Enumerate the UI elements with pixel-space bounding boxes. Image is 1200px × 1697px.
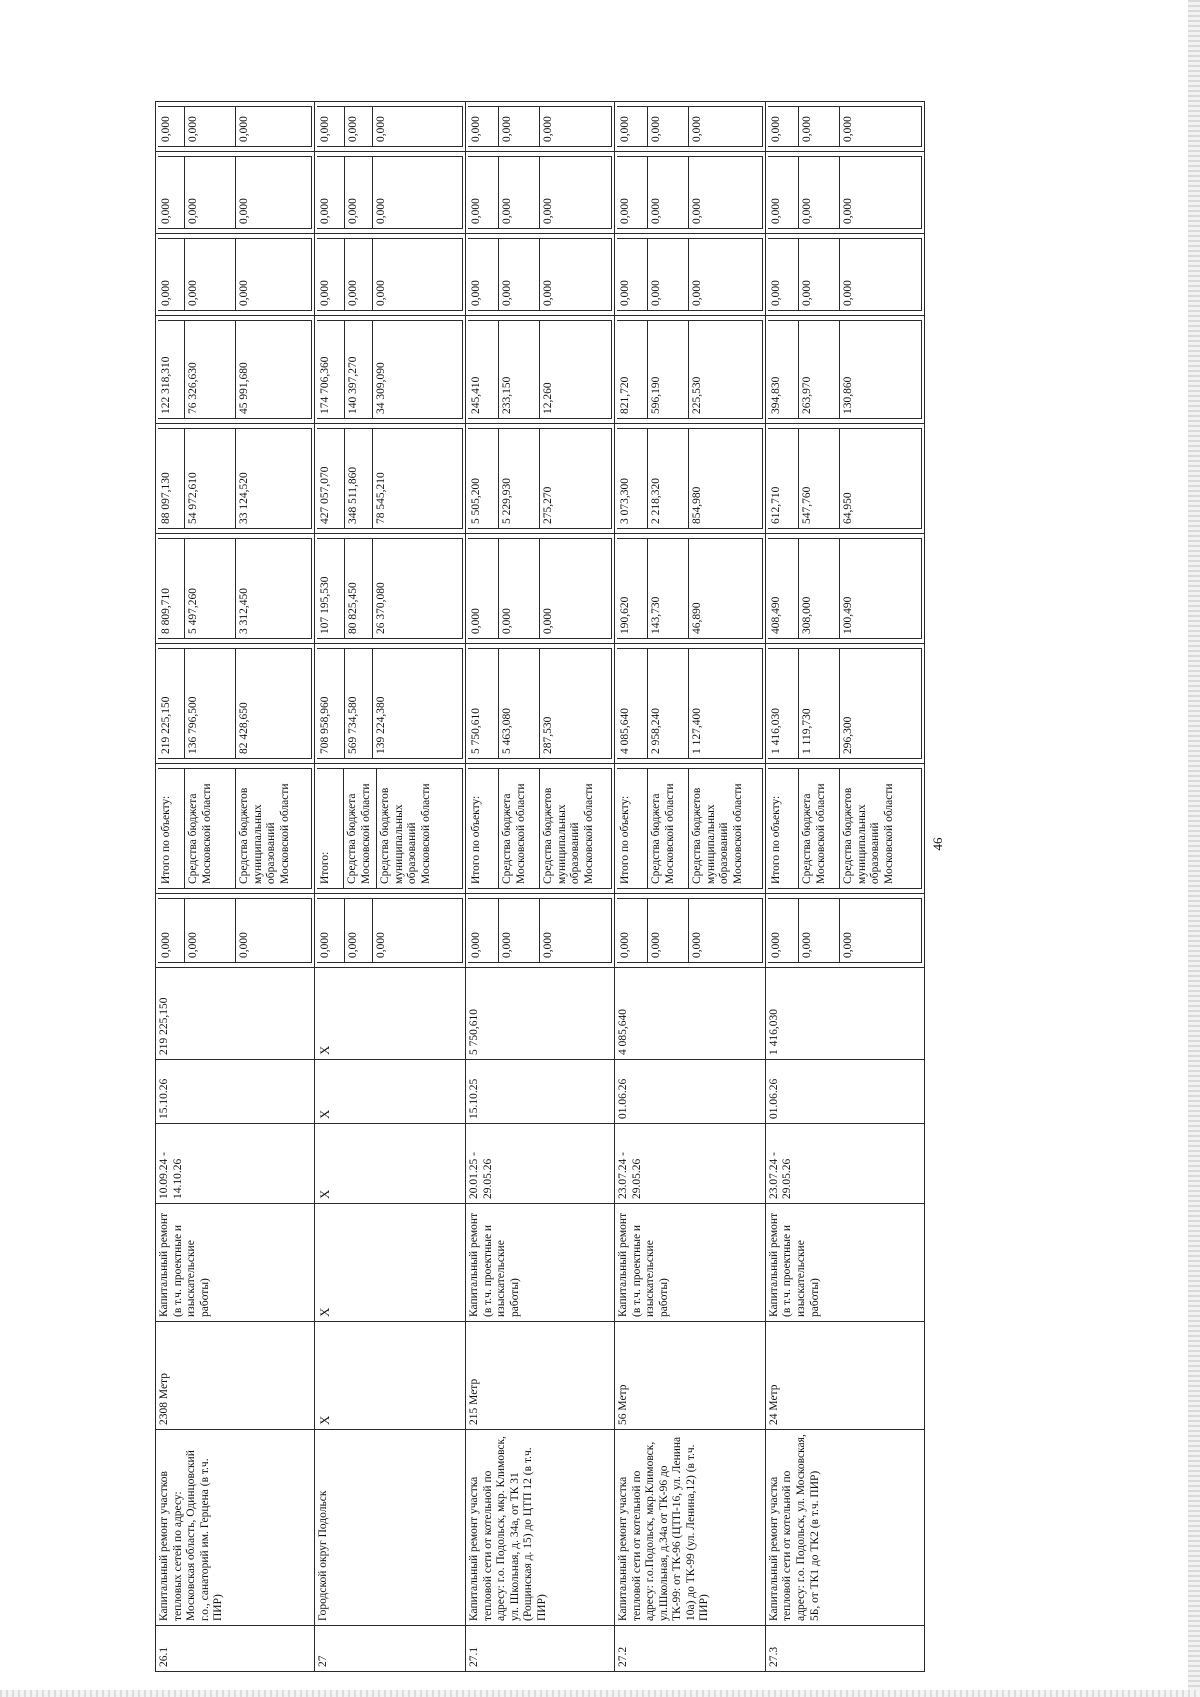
financed-before-value: 0,000: [768, 899, 799, 963]
object-name: Капитальный ремонт участка тепловой сети от котельной по адресу: г.о.Подольск, мкр.Климовск, ул.Школьная, д.34а от ТК-96 до ТК-99: от ТК-96 (ЦТП-16, ул. Ленина 10а) до ТК-99 (ул. Ленина,12) (в т.ч. ПИР): [614, 1430, 765, 1626]
funding-value: 143,730: [648, 539, 689, 639]
funding-value-cell: [765, 234, 924, 316]
row-number: 27: [315, 1626, 466, 1672]
funding-source-cell: [466, 764, 615, 894]
funding-value-cell: [765, 102, 924, 152]
funding-value-cell: [156, 234, 315, 316]
funding-value: 287,530: [540, 649, 612, 759]
funding-value: 2 958,240: [648, 649, 689, 759]
funding-value: 0,000: [468, 107, 499, 147]
financed-before-value: 0,000: [158, 899, 185, 963]
funding-value-subtable: [468, 538, 612, 639]
total-cost: 5 750,610: [466, 968, 615, 1060]
funding-source-cell: [156, 764, 315, 894]
table-row: [466, 102, 615, 1672]
funding-value: 100,490: [840, 539, 922, 639]
funding-value-cell: [466, 424, 615, 534]
funding-value-subtable: [158, 648, 312, 759]
financed-before-value: 0,000: [236, 899, 312, 963]
scan-edge: [1188, 0, 1200, 1697]
funding-value-subtable: [317, 538, 463, 639]
funding-value: 0,000: [617, 157, 648, 229]
funding-value: 0,000: [648, 107, 689, 147]
financed-before-subtable: [468, 898, 612, 963]
funding-value: 427 057,070: [317, 429, 345, 529]
funding-value: 0,000: [185, 157, 236, 229]
funding-value: 8 809,710: [158, 539, 185, 639]
funding-value: 2 218,320: [648, 429, 689, 529]
total-cost: 4 085,640: [614, 968, 765, 1060]
funding-source: Итого по объекту:: [617, 769, 648, 889]
commission-date: 15.10.25: [466, 1060, 615, 1124]
funding-value: 26 370,080: [373, 539, 463, 639]
funding-value: 0,000: [689, 157, 763, 229]
funding-value-subtable: [158, 156, 312, 229]
funding-value: 1 416,030: [768, 649, 799, 759]
funding-value: 0,000: [468, 239, 499, 311]
funding-value: 174 706,360: [317, 321, 345, 419]
funding-value: 1 119,730: [799, 649, 840, 759]
funding-value-cell: [315, 424, 466, 534]
funding-value: 275,270: [540, 429, 612, 529]
work-type: Капитальный ремонт (в т.ч. проектные и изыскательские работы): [156, 1204, 315, 1322]
funding-value: 0,000: [540, 107, 612, 147]
funding-value: 0,000: [317, 157, 345, 229]
funding-value: 0,000: [345, 107, 373, 147]
funding-value-subtable: [317, 238, 463, 311]
funding-value-cell: [765, 424, 924, 534]
financed-before-value: 0,000: [689, 899, 763, 963]
funding-value: 0,000: [185, 239, 236, 311]
funding-value: 54 972,610: [185, 429, 236, 529]
funding-source: Средства бюджета Московской области: [185, 769, 236, 889]
funding-value: 0,000: [158, 239, 185, 311]
funding-value: 46,890: [689, 539, 763, 639]
funding-value-cell: [315, 234, 466, 316]
funding-value: 5 750,610: [468, 649, 499, 759]
funding-value: 596,190: [648, 321, 689, 419]
funding-value: 5 505,200: [468, 429, 499, 529]
funding-value: 3 073,300: [617, 429, 648, 529]
funding-value: 708 958,960: [317, 649, 345, 759]
funding-value: 122 318,310: [158, 321, 185, 419]
funding-value: 0,000: [345, 239, 373, 311]
funding-source: Средства бюджета Московской области: [499, 769, 540, 889]
funding-value: 0,000: [840, 107, 922, 147]
funding-value-cell: [614, 644, 765, 764]
funding-value-cell: [765, 644, 924, 764]
funding-value-subtable: [768, 428, 922, 529]
funding-source: Средства бюджета Московской области: [648, 769, 689, 889]
funding-value-subtable: [617, 320, 763, 419]
funding-value-subtable: [158, 238, 312, 311]
funding-value: 82 428,650: [236, 649, 312, 759]
funding-value: 0,000: [840, 157, 922, 229]
financed-before-value: 0,000: [468, 899, 499, 963]
funding-value-cell: [614, 234, 765, 316]
funding-value-cell: [614, 424, 765, 534]
funding-value: 0,000: [185, 107, 236, 147]
funding-value: 0,000: [373, 107, 463, 147]
capacity: X: [315, 1322, 466, 1430]
funding-value: 0,000: [236, 239, 312, 311]
funding-value-subtable: [617, 538, 763, 639]
funding-value: 139 224,380: [373, 649, 463, 759]
object-name: Капитальный ремонт участка тепловой сети от котельной по адресу: г.о. Подольск, ул. Московская, 5Б, от ТК1 до ТК2 (в т.ч. ПИР): [765, 1430, 924, 1626]
funding-value: 88 097,130: [158, 429, 185, 529]
financed-before-value: 0,000: [540, 899, 612, 963]
funding-value-cell: [466, 102, 615, 152]
financed-before-subtable: [768, 898, 922, 963]
commission-date: 01.06.26: [614, 1060, 765, 1124]
funding-value-cell: [315, 644, 466, 764]
rotated-table-frame: [155, 102, 925, 1672]
funding-value: 0,000: [799, 107, 840, 147]
row-number: 27.2: [614, 1626, 765, 1672]
funding-source: Итого по объекту:: [768, 769, 799, 889]
funding-source: Средства бюджетов муниципальных образований Московской области: [236, 769, 312, 889]
financed-before-cell: [466, 894, 615, 968]
total-cost: 219 225,150: [156, 968, 315, 1060]
funding-value: 0,000: [768, 107, 799, 147]
funding-source-cell: [315, 764, 466, 894]
funding-value-cell: [466, 316, 615, 424]
funding-value-subtable: [317, 156, 463, 229]
funding-source: Средства бюджетов муниципальных образований Московской области: [840, 769, 922, 889]
funding-value: 5 229,930: [499, 429, 540, 529]
financed-before-value: 0,000: [617, 899, 648, 963]
funding-value: 0,000: [236, 107, 312, 147]
funding-value: 80 825,450: [345, 539, 373, 639]
funding-value: 0,000: [373, 157, 463, 229]
table-row: [156, 102, 315, 1672]
capacity: 56 Метр: [614, 1322, 765, 1430]
funding-value-cell: [614, 316, 765, 424]
financing-table: [155, 101, 925, 1672]
funding-value-cell: [315, 534, 466, 644]
work-type: Капитальный ремонт (в т.ч. проектные и изыскательские работы): [765, 1204, 924, 1322]
funding-value-cell: [156, 316, 315, 424]
funding-source: Итого по объекту:: [468, 769, 499, 889]
funding-source-cell: [614, 764, 765, 894]
funding-source: Средства бюджетов муниципальных образований Московской области: [689, 769, 763, 889]
object-name: Капитальный ремонт участка тепловой сети от котельной по адресу: г.о. Подольск, мкр. Климовск, ул. Школьная, д. 34а, от ТК 31 (Рощинская д. 15) до ЦТП 12 (в т.ч. ПИР): [466, 1430, 615, 1626]
funding-value: 348 511,860: [345, 429, 373, 529]
funding-source-subtable: [158, 768, 312, 889]
funding-value: 34 309,090: [373, 321, 463, 419]
funding-value: 130,860: [840, 321, 922, 419]
funding-value: 76 326,630: [185, 321, 236, 419]
financed-before-value: 0,000: [840, 899, 922, 963]
funding-value-cell: [156, 534, 315, 644]
funding-value: 64,950: [840, 429, 922, 529]
funding-value-subtable: [468, 320, 612, 419]
funding-value-subtable: [768, 320, 922, 419]
funding-value: 0,000: [236, 157, 312, 229]
funding-value-subtable: [317, 428, 463, 529]
funding-value: 0,000: [499, 539, 540, 639]
funding-value: 0,000: [617, 107, 648, 147]
funding-value: 0,000: [689, 239, 763, 311]
funding-value-subtable: [158, 428, 312, 529]
work-period: 23.07.24 - 29.05.26: [614, 1124, 765, 1204]
capacity: 24 Метр: [765, 1322, 924, 1430]
funding-source: Средства бюджетов муниципальных образований Московской области: [377, 769, 463, 889]
funding-value: 854,980: [689, 429, 763, 529]
funding-value-subtable: [617, 428, 763, 529]
funding-value-subtable: [158, 320, 312, 419]
funding-value-cell: [765, 316, 924, 424]
total-cost: X: [315, 968, 466, 1060]
row-number: 27.3: [765, 1626, 924, 1672]
commission-date: 01.06.26: [765, 1060, 924, 1124]
funding-value-subtable: [768, 106, 922, 147]
object-name: Городской округ Подольск: [315, 1430, 466, 1626]
funding-value-subtable: [158, 538, 312, 639]
funding-value: 821,720: [617, 321, 648, 419]
total-cost: 1 416,030: [765, 968, 924, 1060]
financed-before-subtable: [317, 898, 463, 963]
funding-value: 0,000: [540, 239, 612, 311]
funding-value-cell: [156, 644, 315, 764]
funding-value: 0,000: [540, 539, 612, 639]
work-type: X: [315, 1204, 466, 1322]
funding-value: 0,000: [540, 157, 612, 229]
work-period: X: [315, 1124, 466, 1204]
funding-value-subtable: [468, 648, 612, 759]
funding-value-cell: [466, 534, 615, 644]
funding-value-subtable: [158, 106, 312, 147]
funding-value-subtable: [768, 156, 922, 229]
funding-value: 107 195,530: [317, 539, 345, 639]
funding-value-cell: [765, 534, 924, 644]
table-row: [315, 102, 466, 1672]
funding-value-cell: [156, 152, 315, 234]
funding-value: 245,410: [468, 321, 499, 419]
financed-before-cell: [765, 894, 924, 968]
capacity: 2308 Метр: [156, 1322, 315, 1430]
funding-value-cell: [765, 152, 924, 234]
funding-value: 0,000: [468, 157, 499, 229]
funding-value-cell: [614, 534, 765, 644]
funding-source-cell: [765, 764, 924, 894]
financed-before-cell: [315, 894, 466, 968]
funding-value-subtable: [768, 648, 922, 759]
funding-value-cell: [614, 152, 765, 234]
financed-before-value: 0,000: [185, 899, 236, 963]
funding-value: 0,000: [499, 157, 540, 229]
financed-before-cell: [156, 894, 315, 968]
funding-value-cell: [315, 316, 466, 424]
financed-before-subtable: [617, 898, 763, 963]
funding-value: 0,000: [499, 107, 540, 147]
funding-value: 190,620: [617, 539, 648, 639]
funding-value: 296,300: [840, 649, 922, 759]
funding-source-subtable: [617, 768, 763, 889]
funding-value: 308,000: [799, 539, 840, 639]
funding-value: 4 085,640: [617, 649, 648, 759]
commission-date: X: [315, 1060, 466, 1124]
funding-value-cell: [315, 152, 466, 234]
funding-value: 136 796,500: [185, 649, 236, 759]
funding-source: Итого:: [317, 769, 344, 889]
funding-value-subtable: [317, 648, 463, 759]
financed-before-value: 0,000: [317, 899, 345, 963]
funding-value: 1 127,400: [689, 649, 763, 759]
funding-source: Средства бюджета Московской области: [344, 769, 377, 889]
funding-value: 263,970: [799, 321, 840, 419]
financed-before-value: 0,000: [373, 899, 463, 963]
funding-value: 408,490: [768, 539, 799, 639]
funding-value: 219 225,150: [158, 649, 185, 759]
funding-value-subtable: [468, 238, 612, 311]
funding-value: 140 397,270: [345, 321, 373, 419]
funding-value: 0,000: [317, 239, 345, 311]
financed-before-value: 0,000: [648, 899, 689, 963]
funding-value: 5 497,260: [185, 539, 236, 639]
funding-value: 12,260: [540, 321, 612, 419]
work-period: 10.09.24 - 14.10.26: [156, 1124, 315, 1204]
funding-source: Средства бюджетов муниципальных образований Московской области: [540, 769, 612, 889]
funding-value-cell: [156, 102, 315, 152]
funding-value: 0,000: [768, 239, 799, 311]
funding-value: 0,000: [648, 239, 689, 311]
funding-value: 5 463,080: [499, 649, 540, 759]
funding-value: 78 545,210: [373, 429, 463, 529]
funding-value: 0,000: [345, 157, 373, 229]
funding-value-subtable: [617, 648, 763, 759]
table-row: [765, 102, 924, 1672]
funding-source-subtable: [768, 768, 922, 889]
funding-value-cell: [466, 644, 615, 764]
funding-value-cell: [315, 102, 466, 152]
funding-value: 0,000: [689, 107, 763, 147]
funding-value-cell: [156, 424, 315, 534]
financed-before-value: 0,000: [799, 899, 840, 963]
funding-value: 0,000: [840, 239, 922, 311]
funding-value: 0,000: [373, 239, 463, 311]
funding-value: 612,710: [768, 429, 799, 529]
funding-value-subtable: [768, 238, 922, 311]
funding-value: 0,000: [468, 539, 499, 639]
page-number: 46: [930, 837, 945, 851]
funding-value: 0,000: [317, 107, 345, 147]
funding-value: 45 991,680: [236, 321, 312, 419]
financed-before-cell: [614, 894, 765, 968]
funding-value: 233,150: [499, 321, 540, 419]
funding-source: Средства бюджета Московской области: [799, 769, 840, 889]
work-type: Капитальный ремонт (в т.ч. проектные и изыскательские работы): [614, 1204, 765, 1322]
funding-value: 0,000: [499, 239, 540, 311]
funding-value-cell: [466, 234, 615, 316]
funding-value-subtable: [468, 106, 612, 147]
funding-source-subtable: [317, 768, 463, 889]
scan-edge-bottom: [0, 1690, 1200, 1697]
funding-value: 0,000: [158, 157, 185, 229]
funding-value: 547,760: [799, 429, 840, 529]
work-type: Капитальный ремонт (в т.ч. проектные и изыскательские работы): [466, 1204, 615, 1322]
capacity: 215 Метр: [466, 1322, 615, 1430]
funding-value: 394,830: [768, 321, 799, 419]
funding-source: Итого по объекту:: [158, 769, 185, 889]
funding-value: 33 124,520: [236, 429, 312, 529]
financed-before-value: 0,000: [499, 899, 540, 963]
object-name: Капитальный ремонт участков тепловых сетей по адресу: Московская область, Одинцовский г.о., санаторий им. Герцена (в т.ч. ПИР): [156, 1430, 315, 1626]
funding-value: 0,000: [799, 239, 840, 311]
funding-value-subtable: [468, 428, 612, 529]
funding-value-subtable: [317, 106, 463, 147]
row-number: 26.1: [156, 1626, 315, 1672]
work-period: 23.07.24 - 29.05.26: [765, 1124, 924, 1204]
funding-value: 0,000: [799, 157, 840, 229]
funding-value: 0,000: [617, 239, 648, 311]
funding-value-subtable: [317, 320, 463, 419]
funding-value: 225,530: [689, 321, 763, 419]
funding-value: 0,000: [768, 157, 799, 229]
funding-value-subtable: [617, 238, 763, 311]
funding-value-subtable: [617, 106, 763, 147]
funding-value: 0,000: [158, 107, 185, 147]
commission-date: 15.10.26: [156, 1060, 315, 1124]
funding-value: 569 734,580: [345, 649, 373, 759]
funding-value-subtable: [468, 156, 612, 229]
funding-value-cell: [614, 102, 765, 152]
funding-value-cell: [466, 152, 615, 234]
table-row: [614, 102, 765, 1672]
funding-value-subtable: [768, 538, 922, 639]
funding-source-subtable: [468, 768, 612, 889]
financed-before-subtable: [158, 898, 312, 963]
funding-value-subtable: [617, 156, 763, 229]
financed-before-value: 0,000: [345, 899, 373, 963]
funding-value: 3 312,450: [236, 539, 312, 639]
row-number: 27.1: [466, 1626, 615, 1672]
work-period: 20.01.25 - 29.05.26: [466, 1124, 615, 1204]
funding-value: 0,000: [648, 157, 689, 229]
